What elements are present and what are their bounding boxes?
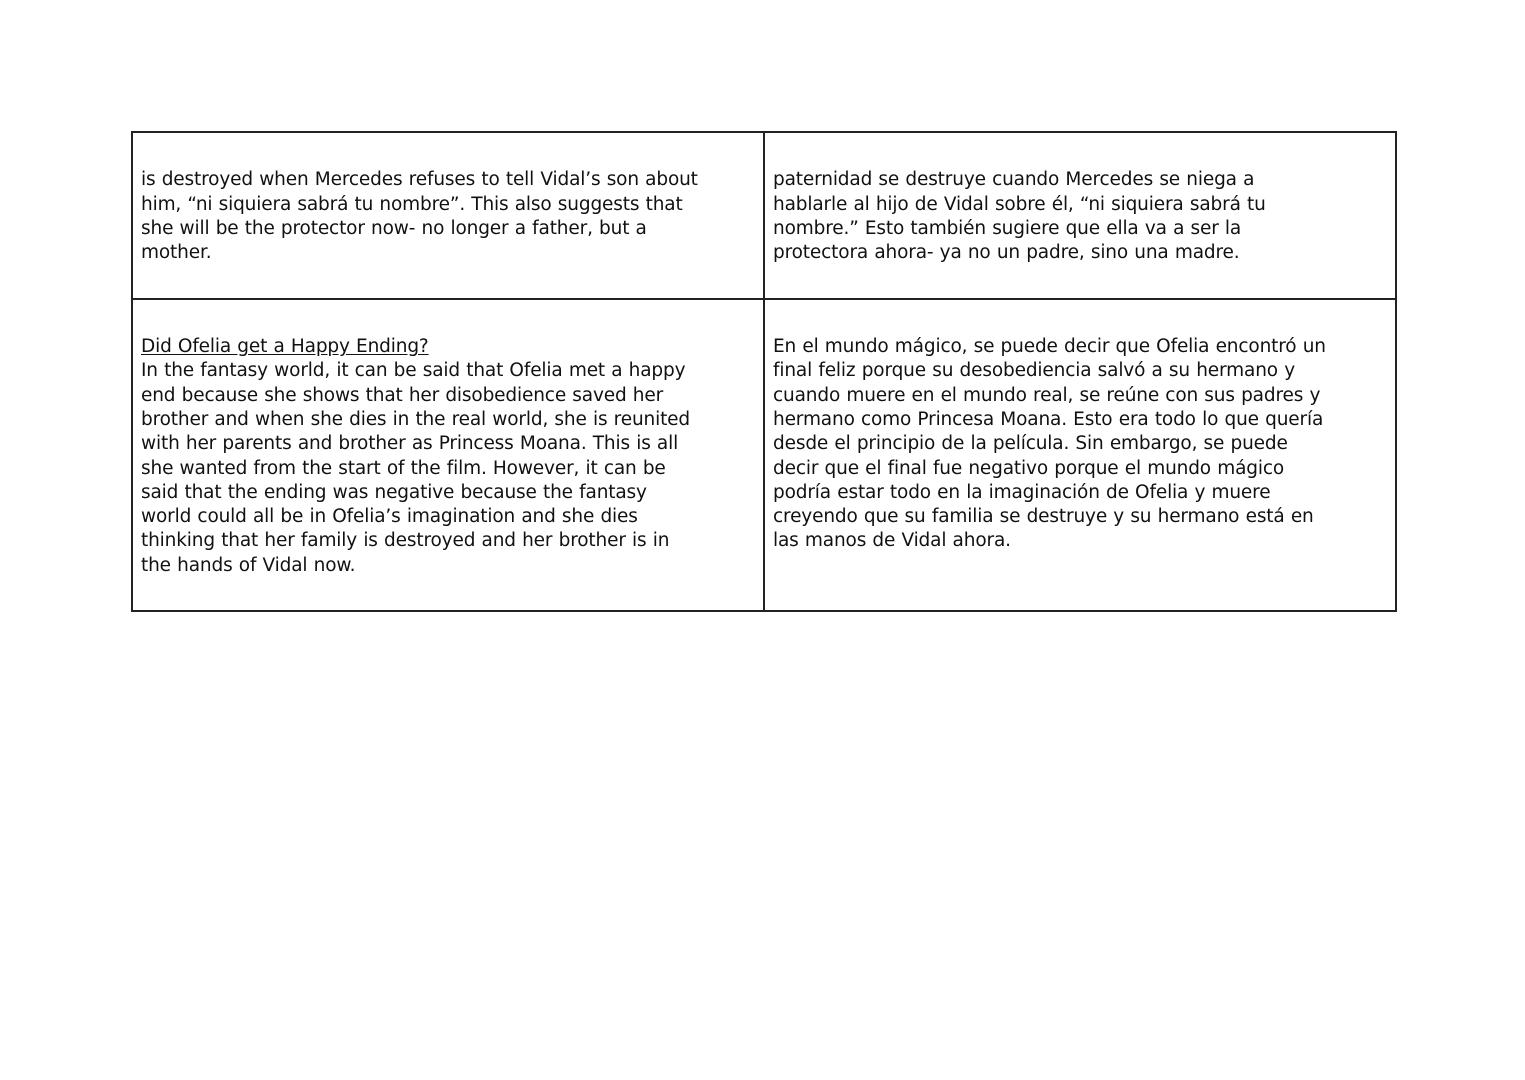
spanish-cell	[764, 299, 1396, 612]
english-paragraph: is destroyed when Mercedes refuses to tell Vidal’s son about him, “ni siquiera sabrá tu nombre”. This also suggests that she will be the protector now- no longer a father, but a mother.	[141, 169, 698, 264]
spanish-paragraph: paternidad se destruye cuando Mercedes se niega a hablarle al hijo de Vidal sobre él, “ni siquiera sabrá tu nombre.” Esto también sugiere que ella va a ser la protectora ahora- ya no un padre, sino una madre.	[773, 169, 1266, 264]
section-heading: Did Ofelia get a Happy Ending?	[141, 336, 429, 358]
table-row	[132, 132, 1396, 299]
english-paragraph: In the fantasy world, it can be said that Ofelia met a happy end because she shows that her disobedience saved her brother and when she dies in the real world, she is reunited with her parents and brother as Princess Moana. This is all she wanted from the start of the film. However, it can be said that the ending was negative because the fantasy world could all be in Ofelia’s imagination and she dies thinking that her family is destroyed and her brother is in the hands of Vidal now.	[141, 360, 691, 576]
english-cell	[132, 299, 764, 612]
bilingual-essay-table	[131, 131, 1397, 612]
table-row	[132, 299, 1396, 612]
spanish-paragraph: En el mundo mágico, se puede decir que Ofelia encontró un final feliz porque su desobediencia salvó a su hermano y cuando muere en el mundo real, se reúne con sus padres y hermano como Princesa Moana. Esto era todo lo que quería desde el principio de la película. Sin embargo, se puede decir que el final fue negativo porque el mundo mágico podría estar todo en la imaginación de Ofelia y muere creyendo que su familia se destruye y su hermano está en las manos de Vidal ahora.	[773, 336, 1326, 552]
english-cell	[132, 132, 764, 299]
spanish-cell	[764, 132, 1396, 299]
